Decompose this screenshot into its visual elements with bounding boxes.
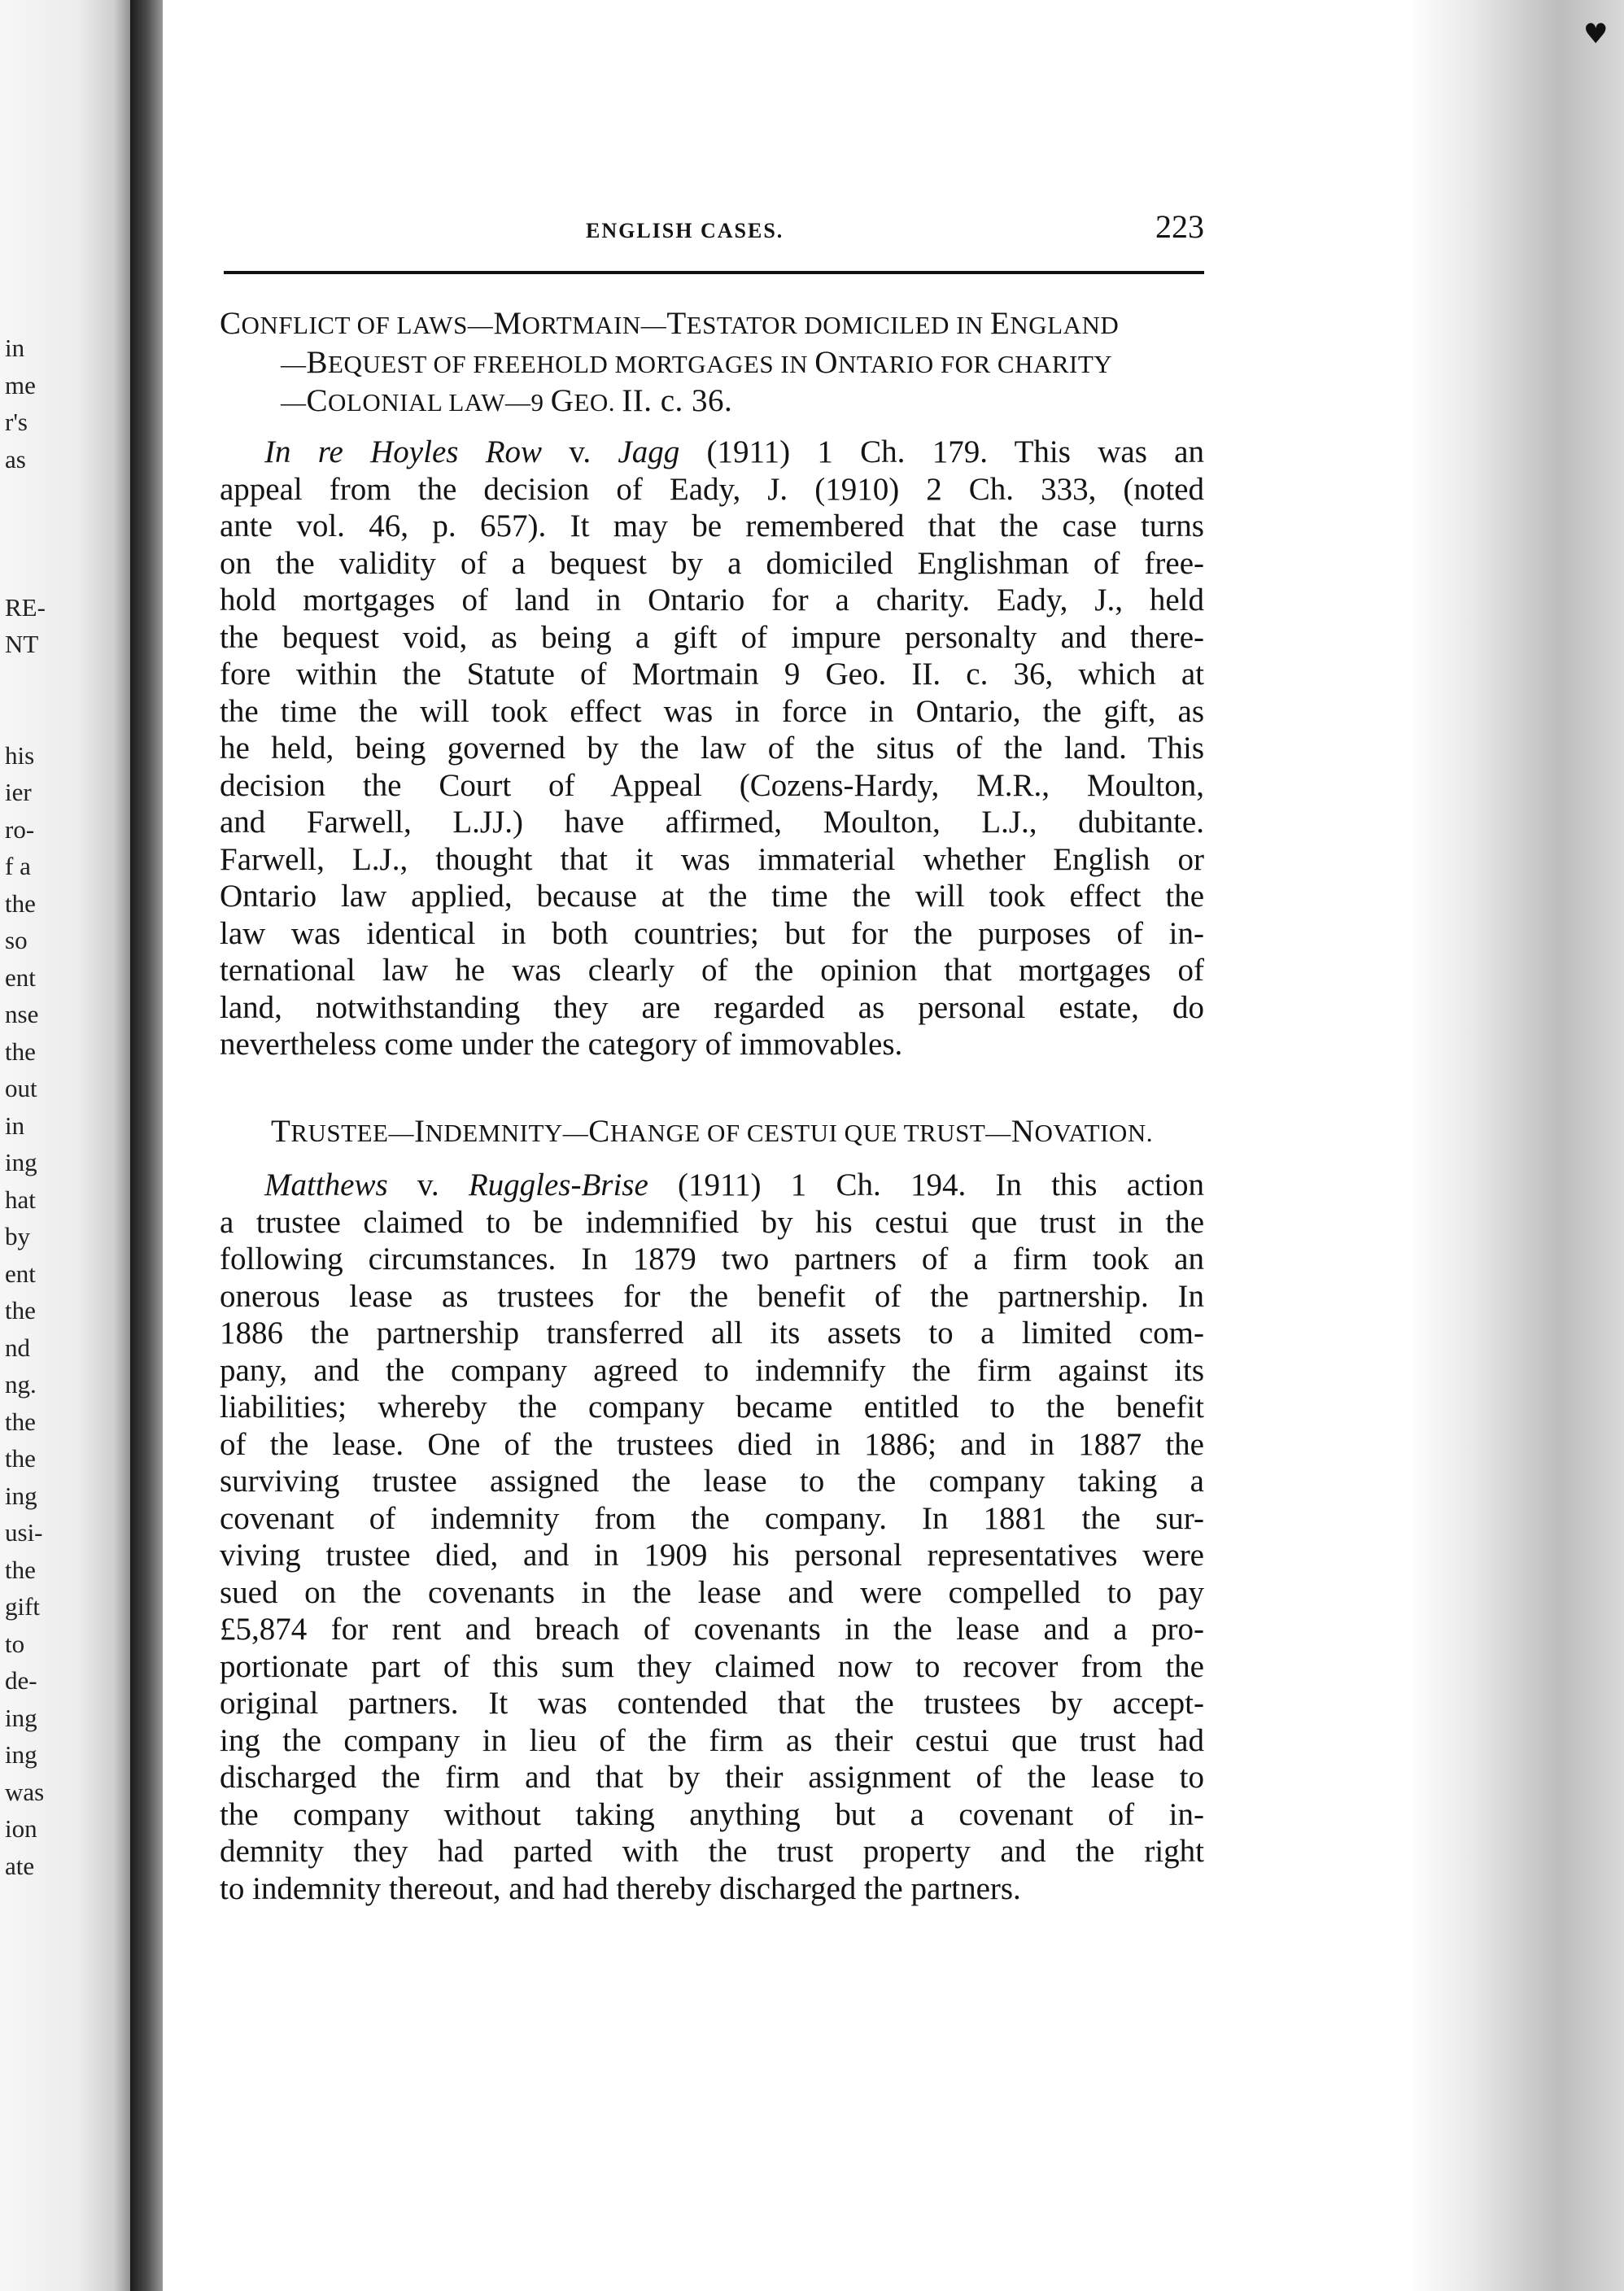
text-line <box>220 1389 1204 1426</box>
previous-page-fragment: nd <box>5 1333 30 1362</box>
previous-page-fragment: ent <box>5 962 36 992</box>
previous-page-fragment: to <box>5 1629 25 1658</box>
text-line <box>220 619 1204 657</box>
heading-text: NTARIO FOR CHARITY <box>837 349 1113 378</box>
section-heading-trustee-indemnity <box>220 1113 1204 1152</box>
text-line <box>220 1574 1204 1612</box>
previous-page-fragment: de- <box>5 1666 37 1695</box>
body-text: original partners. It was contended that the trustees by accept- <box>220 1686 1204 1721</box>
text-line <box>220 1204 1204 1242</box>
text-line <box>220 656 1204 693</box>
body-text: he held, being governed by the law of the situs of the land. This <box>220 731 1204 766</box>
body-text: demnity they had parted with the trust property and the right <box>220 1834 1204 1869</box>
text-line <box>220 434 1204 471</box>
text-line <box>220 841 1204 879</box>
body-text: ternational law he was clearly of the opinion that mortgages of <box>220 953 1204 988</box>
text-line <box>220 1352 1204 1390</box>
text-line <box>220 471 1204 508</box>
heading-line <box>220 344 1204 383</box>
text-line <box>220 508 1204 545</box>
text-line <box>220 545 1204 583</box>
heading-text: T <box>271 1114 291 1149</box>
body-text: (1911) 1 Ch. 179. This was an <box>679 434 1204 469</box>
heading-text: I <box>413 1114 426 1149</box>
previous-page-fragment: ro- <box>5 814 35 844</box>
body-text: surviving trustee assigned the lease to the company taking a <box>220 1464 1204 1499</box>
right-page-edge <box>1408 0 1624 2291</box>
previous-page-fragment: so <box>5 926 28 954</box>
body-text: appeal from the decision of Eady, J. (1910) 2 Ch. 333, (noted <box>220 471 1204 507</box>
text-line <box>220 1463 1204 1500</box>
text-line <box>220 1278 1204 1316</box>
heading-text: — <box>281 388 307 417</box>
text-line <box>220 1026 1204 1063</box>
section-body-hoyles <box>220 434 1204 1063</box>
heading-text: EQUEST OF FREEHOLD MORTGAGES IN <box>328 349 815 378</box>
previous-page-fragment: hat <box>5 1185 36 1214</box>
text-line <box>220 804 1204 841</box>
text-line <box>220 1426 1204 1464</box>
text-line <box>220 1241 1204 1278</box>
previous-page-fragment: me <box>5 370 36 399</box>
heading-text: OLONIAL LAW—9 <box>328 388 551 417</box>
heading-text: ESTATOR DOMICILED IN <box>686 311 991 339</box>
body-text: onerous lease as trustees for the benefit of the partnership. In <box>220 1278 1204 1314</box>
text-line <box>220 1537 1204 1574</box>
previous-page-fragment: the <box>5 1296 36 1324</box>
text-line <box>220 1759 1204 1796</box>
header-rule <box>224 271 1204 274</box>
body-text: of the lease. One of the trustees died in 1886; and in 1887 the <box>220 1426 1204 1462</box>
previous-page-fragment: ing <box>5 1703 37 1732</box>
text-line <box>220 1833 1204 1870</box>
previous-page-fragment: ate <box>5 1851 35 1880</box>
body-text: v. <box>542 434 618 469</box>
heading-text: C <box>220 306 242 341</box>
text-line <box>220 1500 1204 1538</box>
text-line <box>220 1796 1204 1834</box>
body-text: and Farwell, L.JJ.) have affirmed, Moulton, L.J., dubitante. <box>220 805 1204 840</box>
previous-page-fragments <box>5 329 70 1884</box>
body-text: sued on the covenants in the lease and were compelled to pay <box>220 1574 1204 1610</box>
previous-page-fragment: NT <box>5 630 39 658</box>
previous-page-fragment: as <box>5 444 26 473</box>
section-heading-conflict-of-laws <box>220 305 1204 421</box>
heading-line <box>220 382 1204 421</box>
previous-page-fragment: his <box>5 740 35 770</box>
heading-text: RUSTEE— <box>290 1119 414 1147</box>
body-text: discharged the firm and that by their assignment of the lease to <box>220 1760 1204 1795</box>
heading-text: HANGE OF CESTUI QUE TRUST— <box>609 1119 1011 1147</box>
body-text: 1886 the partnership transferred all its assets to a limited com- <box>220 1316 1204 1351</box>
heading-text: EO. <box>574 388 622 417</box>
text-line <box>220 1611 1204 1648</box>
heading-text: OVATION. <box>1034 1119 1153 1147</box>
text-line <box>220 1167 1204 1204</box>
case-name: Ruggles-Brise <box>468 1167 648 1202</box>
previous-page-fragment <box>5 478 70 515</box>
heading-text: O <box>814 344 838 380</box>
body-text: to indemnity thereout, and had thereby discharged the partners. <box>220 1870 1021 1906</box>
previous-page-fragment: ing <box>5 1481 37 1510</box>
text-line <box>220 1315 1204 1352</box>
text-line <box>220 1685 1204 1722</box>
body-text: a trustee claimed to be indemnified by his cestui que trust in the <box>220 1204 1204 1240</box>
heading-text: NDEMNITY— <box>425 1119 589 1147</box>
body-text: on the validity of a bequest by a domiciled Englishman of free- <box>220 545 1204 581</box>
previous-page-fragment: was <box>5 1777 45 1806</box>
text-line <box>220 952 1204 989</box>
heading-text: T <box>666 306 687 341</box>
heading-text: C <box>306 383 329 418</box>
text-line <box>220 1870 1204 1908</box>
previous-page-fragment: usi- <box>5 1518 43 1547</box>
previous-page-fragment <box>5 552 70 589</box>
heading-text: E <box>990 306 1011 341</box>
previous-page-fragment: in <box>5 334 25 362</box>
heading-text: N <box>1011 1114 1035 1149</box>
heading-text: NGLAND <box>1010 311 1120 339</box>
previous-page-fragment: the <box>5 1444 36 1473</box>
body-text: fore within the Statute of Mortmain 9 Geo. II. c. 36, which at <box>220 657 1204 692</box>
body-text: pany, and the company agreed to indemnify the firm against its <box>220 1352 1204 1388</box>
case-name: Matthews <box>264 1167 388 1202</box>
body-text: ing the company in lieu of the firm as their cestui que trust had <box>220 1722 1204 1758</box>
previous-page-fragment <box>5 700 70 737</box>
heading-text: II. c. 36. <box>622 383 733 418</box>
body-text: v. <box>387 1167 469 1202</box>
previous-page-fragment: ng. <box>5 1370 37 1399</box>
body-text: the time the will took effect was in force in Ontario, the gift, as <box>220 693 1204 729</box>
page-number: 223 <box>1155 208 1204 245</box>
body-text: liabilities; whereby the company became entitled to the benefit <box>220 1390 1204 1425</box>
previous-page-fragment: the <box>5 888 36 918</box>
heading-text: C <box>588 1114 610 1149</box>
text-line <box>220 1722 1204 1760</box>
heading-line <box>220 1113 1204 1152</box>
previous-page-fragment: nse <box>5 1000 39 1028</box>
previous-page-fragment: ier <box>5 778 32 806</box>
heading-line <box>220 305 1204 344</box>
previous-page-fragment: RE- <box>5 592 46 622</box>
previous-page-fragment: ing <box>5 1148 37 1176</box>
heading-text: ONFLICT OF LAWS— <box>241 311 494 339</box>
body-text: land, notwithstanding they are regarded as personal estate, do <box>220 989 1204 1025</box>
body-text: (1911) 1 Ch. 194. In this action <box>648 1167 1204 1202</box>
text-line <box>220 915 1204 953</box>
corner-mark: ♥ <box>1583 18 1609 50</box>
body-text: viving trustee died, and in 1909 his personal representatives were <box>220 1538 1204 1573</box>
previous-page-fragment: in <box>5 1111 25 1140</box>
heading-text: M <box>493 306 522 341</box>
previous-page-fragment: ing <box>5 1740 37 1769</box>
body-text: hold mortgages of land in Ontario for a charity. Eady, J., held <box>220 583 1204 617</box>
text-line <box>220 730 1204 767</box>
running-head: ENGLISH CASES. <box>586 219 784 242</box>
body-text: decision the Court of Appeal (Cozens-Hardy, M.R., Moulton, <box>220 767 1204 803</box>
heading-text: G <box>550 383 574 418</box>
case-name: In re Hoyles Row <box>264 434 543 469</box>
text-line <box>220 582 1204 619</box>
body-text: Ontario law applied, because at the time the will took effect the <box>220 879 1204 914</box>
body-text: Farwell, L.J., thought that it was immaterial whether English or <box>220 841 1204 877</box>
previous-page-fragment: the <box>5 1407 36 1436</box>
body-text: the company without taking anything but a covenant of in- <box>220 1796 1204 1832</box>
body-text: ante vol. 46, p. 657). It may be remembered that the case turns <box>220 508 1204 543</box>
body-text: covenant of indemnity from the company. In 1881 the sur- <box>220 1500 1204 1536</box>
previous-page-fragment: ent <box>5 1259 36 1288</box>
body-text: the bequest void, as being a gift of impure personalty and there- <box>220 619 1204 655</box>
previous-page-fragment <box>5 515 70 552</box>
previous-page-fragment: by <box>5 1222 30 1250</box>
previous-page-fragment: r's <box>5 408 28 436</box>
heading-text: ORTMAIN— <box>522 311 667 339</box>
text-line <box>220 767 1204 805</box>
case-name: Jagg <box>618 434 680 469</box>
previous-page-fragment <box>5 663 70 700</box>
section-body-matthews <box>220 1167 1204 1907</box>
previous-page-fragment: out <box>5 1074 37 1102</box>
heading-text: B <box>306 344 329 380</box>
body-text: £5,874 for rent and breach of covenants in the lease and a pro- <box>220 1612 1204 1647</box>
book-spine-shadow <box>130 0 163 2291</box>
body-text: nevertheless come under the category of immovables. <box>220 1027 903 1062</box>
page-header <box>224 207 1204 256</box>
previous-page-fragment: ion <box>5 1814 37 1843</box>
body-text: portionate part of this sum they claimed now to recover from the <box>220 1648 1204 1684</box>
body-text: following circumstances. In 1879 two partners of a firm took an <box>220 1242 1204 1276</box>
previous-page-fragment: the <box>5 1555 36 1584</box>
text-line <box>220 878 1204 915</box>
text-line <box>220 693 1204 731</box>
previous-page-fragment: gift <box>5 1592 41 1621</box>
heading-text: — <box>281 349 307 378</box>
text-line <box>220 1648 1204 1686</box>
text-line <box>220 989 1204 1027</box>
previous-page-fragment: the <box>5 1036 36 1066</box>
previous-page-fragment: f a <box>5 852 31 880</box>
body-text: law was identical in both countries; but for the purposes of in- <box>220 915 1204 951</box>
